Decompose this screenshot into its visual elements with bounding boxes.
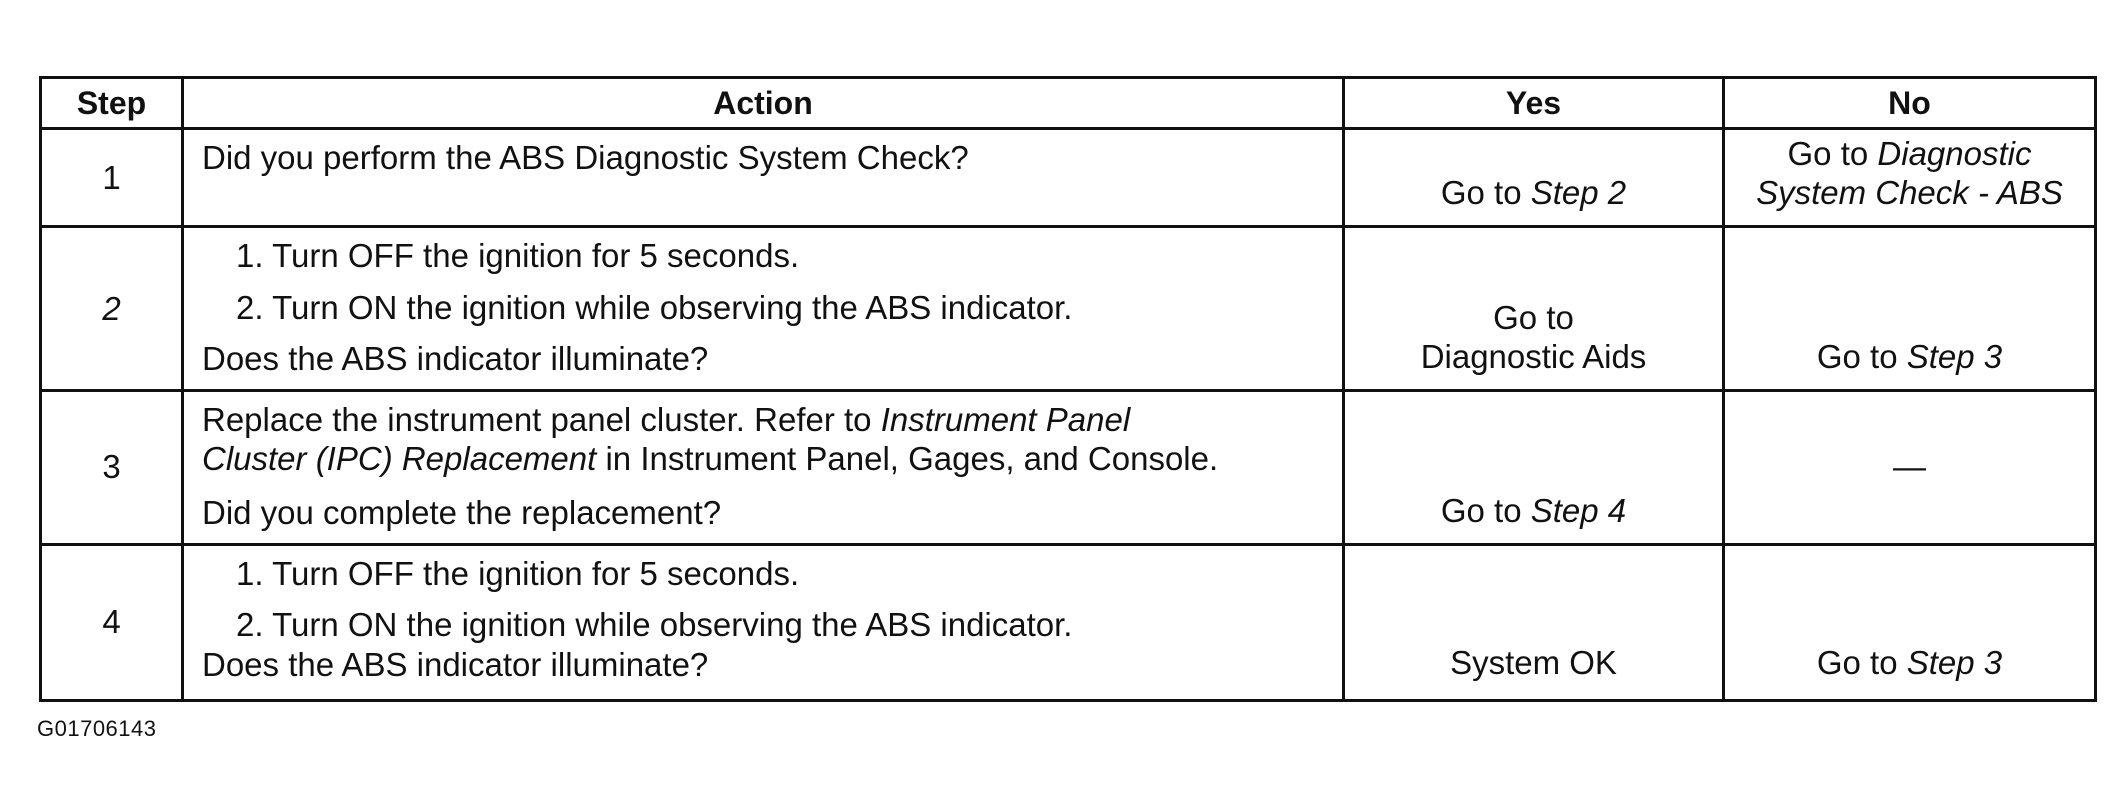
action-question: Did you perform the ABS Diagnostic System Check? bbox=[202, 139, 969, 176]
no-prefix: Go to bbox=[1816, 338, 1907, 376]
yes-step-link[interactable]: Step 4 bbox=[1530, 491, 1627, 529]
action-cell bbox=[183, 227, 1344, 391]
yes-line2[interactable]: Diagnostic Aids bbox=[1420, 338, 1647, 376]
step-number: 2 bbox=[41, 227, 183, 391]
yes-cell bbox=[1344, 227, 1724, 391]
header-action: Action bbox=[183, 78, 1344, 129]
action-text-suffix: in Instrument Panel, Gages, and Console. bbox=[596, 440, 1219, 478]
action-list-item: 2. Turn ON the ignition while observing the ABS indicator. bbox=[236, 288, 1073, 326]
no-step-link[interactable]: Step 3 bbox=[1906, 643, 2003, 681]
yes-cell bbox=[1344, 390, 1724, 544]
no-cell bbox=[1724, 227, 2096, 391]
no-cell bbox=[1724, 390, 2096, 544]
no-prefix: Go to bbox=[1816, 643, 1907, 681]
table-row bbox=[41, 227, 2096, 391]
action-text-prefix: Replace the instrument panel cluster. Refer to bbox=[202, 400, 881, 438]
yes-prefix: Go to bbox=[1440, 491, 1531, 529]
yes-step-link[interactable]: Step 2 bbox=[1530, 174, 1627, 212]
table-row bbox=[41, 544, 2096, 700]
action-list-item: 2. Turn ON the ignition while observing the ABS indicator. bbox=[236, 606, 1073, 644]
action-text-line bbox=[202, 439, 1324, 479]
header-yes: Yes bbox=[1344, 78, 1724, 129]
action-cell bbox=[183, 544, 1344, 700]
step-number: 4 bbox=[41, 544, 183, 700]
action-text-line bbox=[202, 400, 1324, 440]
no-step-link[interactable]: Step 3 bbox=[1906, 338, 2003, 376]
step-number: 3 bbox=[41, 390, 183, 544]
yes-cell bbox=[1344, 129, 1724, 227]
action-ref-link[interactable]: Instrument Panel bbox=[880, 400, 1131, 438]
no-ref-link-line2[interactable]: System Check - ABS bbox=[1756, 174, 2063, 212]
header-no: No bbox=[1724, 78, 2096, 129]
action-question: Did you complete the replacement? bbox=[202, 493, 722, 531]
action-question: Does the ABS indicator illuminate? bbox=[202, 340, 709, 378]
table-header-row bbox=[41, 78, 2096, 129]
no-cell bbox=[1724, 129, 2096, 227]
action-ref-link[interactable]: Cluster (IPC) Replacement bbox=[202, 440, 597, 478]
no-ref-link-line1[interactable]: Diagnostic bbox=[1877, 134, 2032, 172]
action-question: Does the ABS indicator illuminate? bbox=[202, 645, 709, 683]
table-row bbox=[41, 390, 2096, 544]
action-cell bbox=[183, 390, 1344, 544]
yes-text: System OK bbox=[1450, 643, 1617, 681]
action-cell bbox=[183, 129, 1344, 227]
action-list-item: 1. Turn OFF the ignition for 5 seconds. bbox=[236, 554, 800, 592]
table-row bbox=[41, 129, 2096, 227]
figure-id: G01706143 bbox=[37, 716, 157, 741]
no-cell bbox=[1724, 544, 2096, 700]
yes-cell bbox=[1344, 544, 1724, 700]
yes-prefix: Go to bbox=[1440, 174, 1531, 212]
no-dash: — bbox=[1893, 448, 1926, 486]
action-list-item: 1. Turn OFF the ignition for 5 seconds. bbox=[236, 237, 800, 274]
header-step: Step bbox=[41, 78, 183, 129]
diagnostic-table bbox=[39, 76, 2097, 702]
step-number: 1 bbox=[41, 129, 183, 227]
yes-line1: Go to bbox=[1493, 298, 1574, 336]
no-prefix: Go to bbox=[1787, 134, 1878, 172]
